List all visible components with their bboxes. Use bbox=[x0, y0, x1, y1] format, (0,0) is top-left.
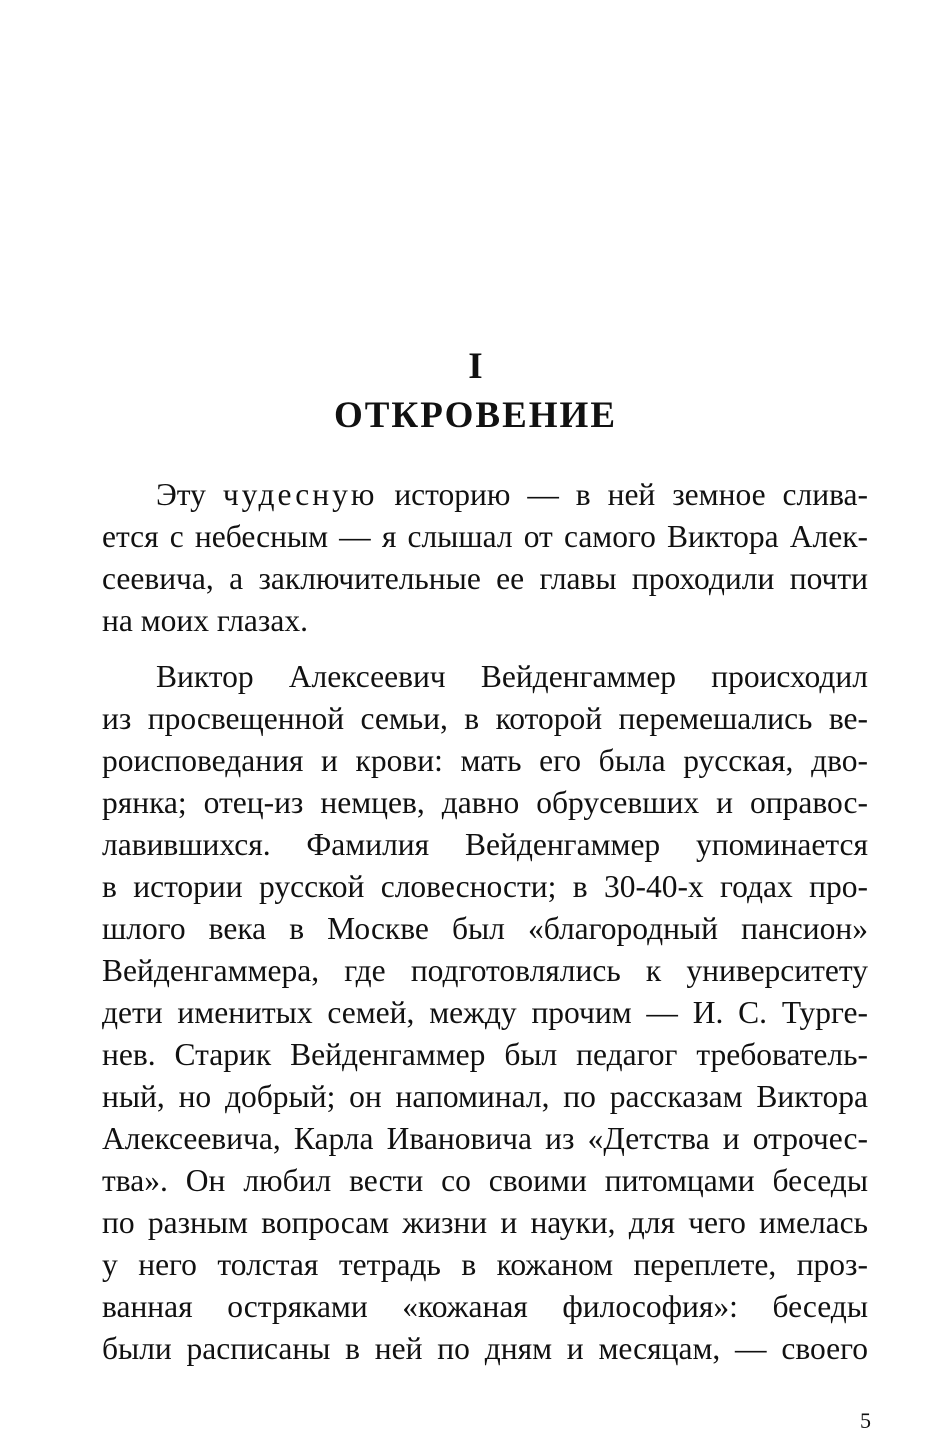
paragraph-2 bbox=[102, 656, 868, 1370]
text-line: на моих глазах. bbox=[102, 603, 308, 638]
text-line: шлого века в Москве был «благородный пансион» bbox=[102, 911, 868, 946]
chapter-title: ОТКРОВЕНИЕ bbox=[333, 395, 618, 436]
text-line: Алексеевича, Карла Ивановича из «Детства и отрочес- bbox=[102, 1121, 868, 1156]
text-line: роисповедания и крови: мать его была русская, дво- bbox=[102, 743, 868, 778]
text-line: ется с небесным — я слышал от самого Виктора Алек- bbox=[102, 519, 868, 554]
text-segment-emphasis: чудесную bbox=[222, 477, 378, 512]
text-segment: историю — в ней земное слива- bbox=[377, 477, 868, 512]
text-line: дети именитых семей, между прочим — И. С. Турге- bbox=[102, 995, 868, 1030]
text-line bbox=[102, 474, 868, 516]
text-line: из просвещенной семьи, в которой перемешались ве- bbox=[102, 701, 868, 736]
text-line: у него толстая тетрадь в кожаном переплете, проз- bbox=[102, 1247, 868, 1282]
text-line: нев. Старик Вейденгаммер был педагог требователь- bbox=[102, 1037, 868, 1072]
chapter-number: I bbox=[468, 346, 483, 387]
text-line: были расписаны в ней по дням и месяцам, — своего bbox=[102, 1331, 868, 1366]
text-line: лавившихся. Фамилия Вейденгаммер упоминается bbox=[102, 827, 868, 862]
text-line: по разным вопросам жизни и науки, для чего имелась bbox=[102, 1205, 868, 1240]
text-line: ванная остряками «кожаная философия»: беседы bbox=[102, 1289, 868, 1324]
text-line: тва». Он любил вести со своими питомцами беседы bbox=[102, 1163, 868, 1198]
body-text bbox=[102, 474, 868, 1384]
text-line: Вейденгаммера, где подготовлялись к университету bbox=[102, 953, 868, 988]
paragraph-1 bbox=[102, 474, 868, 642]
page-number: 5 bbox=[860, 1408, 871, 1433]
text-segment: Эту bbox=[156, 477, 223, 512]
text-line: сеевича, а заключительные ее главы проходили почти bbox=[102, 561, 868, 596]
text-line: в истории русской словесности; в 30-40-х годах про- bbox=[102, 869, 868, 904]
text-line: ный, но добрый; он напоминал, по рассказам Виктора bbox=[102, 1079, 868, 1114]
text-line: рянка; отец-из немцев, давно обрусевших и оправос- bbox=[102, 785, 868, 820]
text-line: Виктор Алексеевич Вейденгаммер происходил bbox=[156, 659, 868, 694]
